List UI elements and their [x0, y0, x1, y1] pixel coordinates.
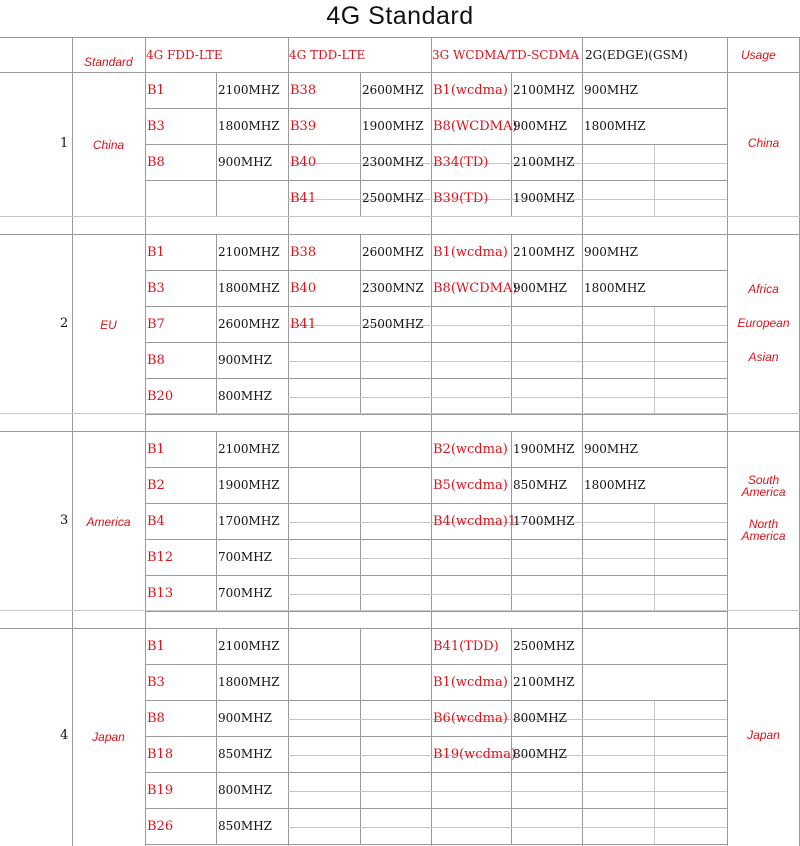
fdd-band: B8 [147, 155, 165, 170]
tdd-band: B40 [290, 155, 317, 170]
wcdma-frequency: 2100MHZ [513, 83, 575, 97]
wcdma-band: B1(wcdma) [433, 675, 508, 690]
tdd-frequency: 2600MHZ [362, 83, 424, 97]
tdd-frequency: 2500MHZ [362, 317, 424, 331]
wcdma-band: B1(wcdma) [433, 83, 508, 98]
header-wcdma: 3G WCDMA/TD-SCDMA [432, 48, 580, 62]
fdd-band: B26 [147, 819, 174, 834]
wcdma-band: B39(TD) [433, 191, 489, 206]
tdd-frequency: 2600MHZ [362, 245, 424, 259]
fdd-band: B1 [147, 442, 165, 457]
wcdma-frequency: 800MHZ [513, 747, 567, 761]
wcdma-frequency: 2100MHZ [513, 155, 575, 169]
usage-label: Japan [747, 728, 780, 742]
section-standard: America [86, 515, 131, 529]
fdd-band: B12 [147, 550, 174, 565]
wcdma-frequency: 900MHZ [513, 119, 567, 133]
tdd-frequency: 1900MHZ [362, 119, 424, 133]
fdd-band: B1 [147, 245, 165, 260]
fdd-band: B19 [147, 783, 174, 798]
fdd-frequency: 2100MHZ [218, 83, 280, 97]
tdd-band: B38 [290, 83, 317, 98]
header-gsm: 2G(EDGE)(GSM) [585, 48, 688, 62]
wcdma-band: B5(wcdma) [433, 478, 508, 493]
gsm-frequency: 1800MHZ [584, 119, 646, 133]
wcdma-band: B6(wcdma) [433, 711, 508, 726]
fdd-frequency: 900MHZ [218, 353, 272, 367]
fdd-band: B3 [147, 119, 165, 134]
fdd-band: B1 [147, 639, 165, 654]
fdd-frequency: 800MHZ [218, 783, 272, 797]
wcdma-frequency: 1900MHZ [513, 191, 575, 205]
wcdma-frequency: 1700MHZ [513, 514, 575, 528]
section-number: 1 [60, 136, 69, 151]
section-number: 2 [60, 316, 69, 331]
wcdma-band: B41(TDD) [433, 639, 499, 654]
tdd-band: B41 [290, 191, 317, 206]
wcdma-frequency: 2100MHZ [513, 245, 575, 259]
usage-label: Africa [748, 282, 779, 296]
tdd-band: B39 [290, 119, 317, 134]
gsm-frequency: 900MHZ [584, 442, 638, 456]
fdd-band: B4 [147, 514, 165, 529]
wcdma-frequency: 2100MHZ [513, 675, 575, 689]
usage-label: China [747, 136, 780, 150]
usage-label: South America [741, 473, 786, 499]
fdd-frequency: 1700MHZ [218, 514, 280, 528]
header-tdd-lte: 4G TDD-LTE [289, 48, 366, 62]
fdd-frequency: 2100MHZ [218, 245, 280, 259]
tdd-frequency: 2300MHZ [362, 155, 424, 169]
fdd-frequency: 900MHZ [218, 155, 272, 169]
wcdma-frequency: 1900MHZ [513, 442, 575, 456]
usage-label: Asian [748, 350, 779, 364]
fdd-frequency: 2600MHZ [218, 317, 280, 331]
section-number: 4 [60, 728, 69, 743]
wcdma-band: B8(WCDMA) [433, 281, 518, 296]
fdd-band: B3 [147, 675, 165, 690]
fdd-frequency: 2100MHZ [218, 442, 280, 456]
tdd-band: B41 [290, 317, 317, 332]
gsm-frequency: 900MHZ [584, 245, 638, 259]
fdd-band: B8 [147, 711, 165, 726]
fdd-frequency: 700MHZ [218, 586, 272, 600]
fdd-frequency: 900MHZ [218, 711, 272, 725]
fdd-frequency: 850MHZ [218, 747, 272, 761]
wcdma-band: B34(TD) [433, 155, 489, 170]
header-fdd-lte: 4G FDD-LTE [146, 48, 223, 62]
section-standard: EU [100, 318, 117, 332]
wcdma-band: B2(wcdma) [433, 442, 508, 457]
fdd-frequency: 1900MHZ [218, 478, 280, 492]
fdd-band: B1 [147, 83, 165, 98]
fdd-band: B3 [147, 281, 165, 296]
tdd-band: B40 [290, 281, 317, 296]
fdd-band: B20 [147, 389, 174, 404]
fdd-band: B2 [147, 478, 165, 493]
wcdma-frequency: 850MHZ [513, 478, 567, 492]
section-number: 3 [60, 513, 69, 528]
fdd-frequency: 1800MHZ [218, 281, 280, 295]
wcdma-frequency: 900MHZ [513, 281, 567, 295]
wcdma-frequency: 800MHZ [513, 711, 567, 725]
wcdma-band: B19(wcdma) [433, 747, 517, 762]
fdd-frequency: 800MHZ [218, 389, 272, 403]
fdd-band: B8 [147, 353, 165, 368]
gsm-frequency: 1800MHZ [584, 281, 646, 295]
fdd-band: B13 [147, 586, 174, 601]
section-standard: Japan [92, 730, 125, 744]
fdd-frequency: 1800MHZ [218, 675, 280, 689]
fdd-frequency: 2100MHZ [218, 639, 280, 653]
gsm-frequency: 900MHZ [584, 83, 638, 97]
wcdma-band: B8(WCDMA) [433, 119, 518, 134]
wcdma-band: B1(wcdma) [433, 245, 508, 260]
fdd-frequency: 700MHZ [218, 550, 272, 564]
page-title: 4G Standard [326, 2, 474, 30]
usage-label: European [737, 316, 790, 330]
fdd-frequency: 1800MHZ [218, 119, 280, 133]
tdd-frequency: 2500MHZ [362, 191, 424, 205]
header-standard: Standard [84, 55, 133, 69]
wcdma-frequency: 2500MHZ [513, 639, 575, 653]
fdd-band: B18 [147, 747, 174, 762]
tdd-band: B38 [290, 245, 317, 260]
wcdma-band: B4(wcdma)1 [433, 514, 517, 529]
gsm-frequency: 1800MHZ [584, 478, 646, 492]
usage-label: North America [741, 517, 786, 543]
section-standard: China [92, 138, 125, 152]
tdd-frequency: 2300MNZ [362, 281, 424, 295]
fdd-frequency: 850MHZ [218, 819, 272, 833]
header-usage: Usage [741, 48, 776, 62]
fdd-band: B7 [147, 317, 165, 332]
